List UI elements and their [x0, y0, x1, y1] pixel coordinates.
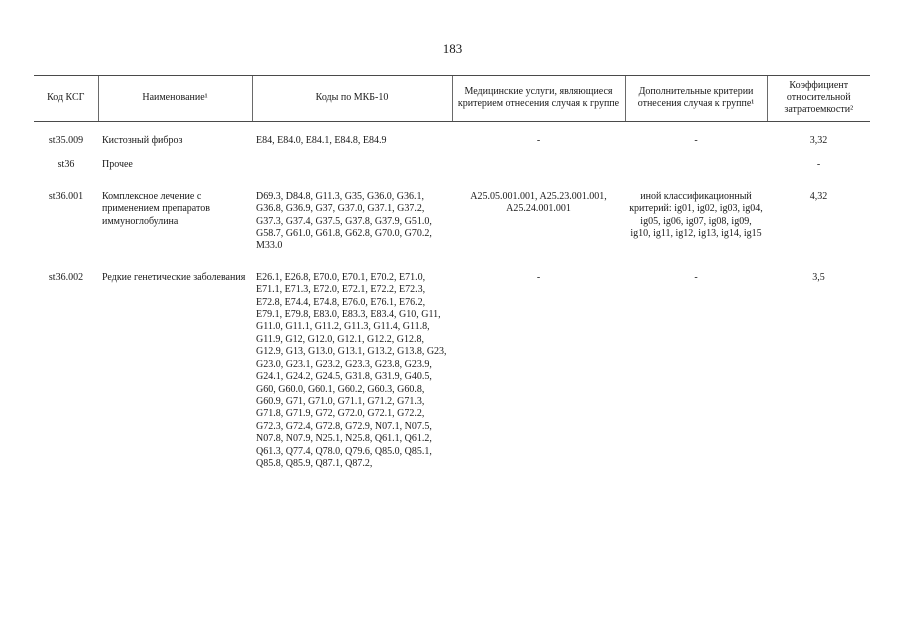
- cell-icd: D69.3, D84.8, G11.3, G35, G36.0, G36.1, G36.8, G36.9, G37, G37.0, G37.1, G37.2, G37.3, G37.4, G37.5, G37.8, G37.9, G51.0, G58.7, G61.0, G61.8, G62.8, G70.0, G70.2, M33.0: [256, 190, 432, 252]
- cell-icd: [252, 147, 452, 171]
- cell-coefficient: 3,5: [812, 271, 825, 283]
- header-extra-criteria: Дополнительные критерии отнесения случая к группе¹: [625, 76, 767, 122]
- cell-extra-criteria: [625, 147, 767, 171]
- header-icd: Коды по МКБ-10: [252, 76, 452, 122]
- table-row: [34, 122, 870, 148]
- header-code: Код КСГ: [34, 76, 98, 122]
- cell-code: st36: [57, 159, 75, 171]
- cell-name: Прочее: [102, 159, 133, 171]
- cell-icd: E84, E84.0, E84.1, E84.8, E84.9: [256, 135, 387, 146]
- table-row: [34, 147, 870, 171]
- cell-services: [452, 147, 625, 171]
- cell-services: -: [536, 271, 541, 283]
- cell-extra-criteria: -: [694, 271, 698, 283]
- ksg-table: [34, 75, 870, 470]
- cell-icd: E26.1, E26.8, E70.0, E70.1, E70.2, E71.0, E71.1, E71.3, E72.0, E72.1, E72.2, E72.3, E72.8, E74.4, E74.8, E76.0, E76.1, E76.2, E79.1, E79.8, E83.0, E83.3, E83.4, G10, G11, G11.0, G11.1, G11.2, G11.3, G11.4, G11.8, G11.9, G12, G12.0, G12.1, G12.2, G12.8, G12.9, G13, G13.0, G13.1, G13.2, G13.8, G23, G23.0, G23.1, G23.2, G23.3, G23.8, G23.9, G24.1, G24.2, G24.5, G31.8, G31.9, G40.5, G60, G60.0, G60.1, G60.2, G60.3, G60.8, G60.9, G71, G71.0, G71.1, G71.2, G71.3, G71.8, G71.9, G72, G72.0, G72.1, G72.2, G72.3, G72.4, G72.8, G72.9, N07.1, N07.5, N07.8, N07.9, N25.1, N25.8, Q61.1, Q61.2, Q61.3, Q77.4, Q78.0, Q79.6, Q85.0, Q85.1, Q85.8, Q85.9, Q87.1, Q87.2,: [256, 271, 447, 469]
- header-services: Медицинские услуги, являющиеся критерием отнесения случая к группе: [452, 76, 625, 122]
- cell-coefficient: 3,32: [809, 135, 828, 146]
- cell-name: Кистозный фиброз: [102, 135, 183, 146]
- cell-code: st36.001: [48, 190, 84, 202]
- header-name: Наименование¹: [98, 76, 252, 122]
- cell-coefficient: 4,32: [809, 190, 828, 202]
- table-row: [34, 253, 870, 471]
- cell-coefficient: -: [816, 159, 821, 171]
- cell-services: -: [536, 135, 541, 146]
- table-header-row: [34, 76, 870, 122]
- page-number: 183: [442, 41, 463, 56]
- cell-code: st35.009: [48, 135, 84, 146]
- cell-code: st36.002: [48, 271, 84, 283]
- header-coefficient: Коэффициент относительной затратоемкости²: [767, 76, 870, 122]
- cell-extra-criteria: иной классификационный критерий: ig01, ig02, ig03, ig04, ig05, ig06, ig07, ig08, ig09, ig10, ig11, ig12, ig13, ig14, ig15: [629, 190, 763, 240]
- cell-extra-criteria: -: [694, 135, 698, 146]
- table-row: [34, 172, 870, 253]
- cell-name: Комплексное лечение с применением препаратов иммуноглобулина: [102, 190, 210, 227]
- cell-name: Редкие генетические заболевания: [102, 271, 246, 283]
- cell-services: A25.05.001.001, A25.23.001.001, A25.24.001.001: [470, 190, 607, 215]
